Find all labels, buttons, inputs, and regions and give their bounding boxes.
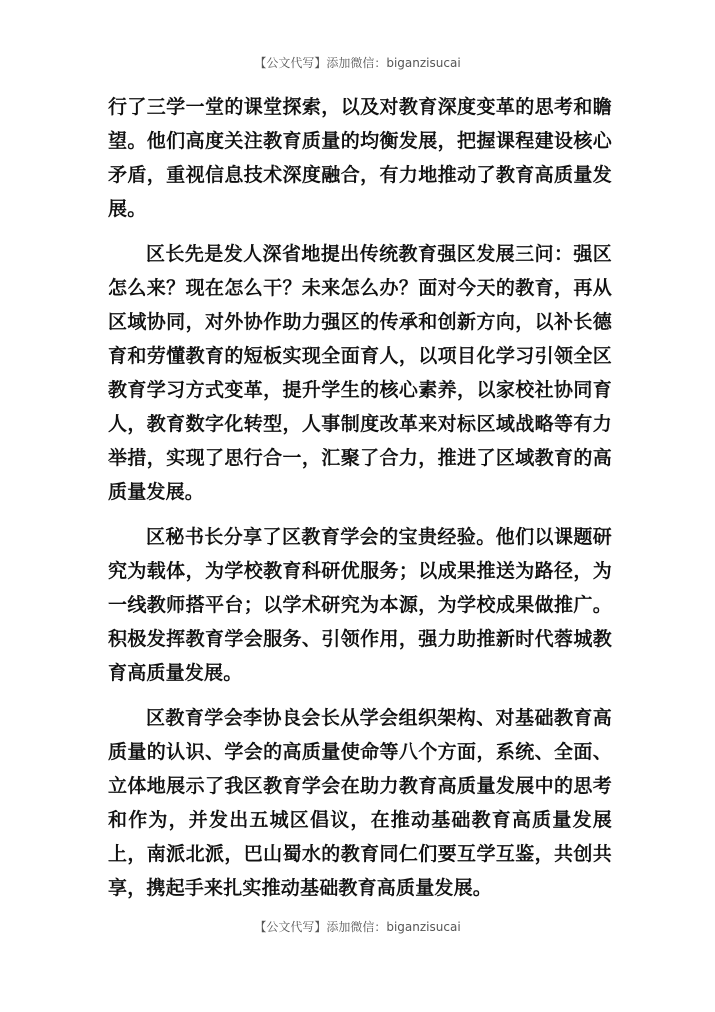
paragraph: 行了三学一堂的课堂探索，以及对教育深度变革的思考和瞻望。他们高度关注教育质量的均衡发展，把握课程建设核心矛盾，重视信息技术深度融合，有力地推动了教育高质量发展。 (108, 96, 612, 220)
paragraph: 区长先是发人深省地提出传统教育强区发展三问：强区怎么来？现在怎么干？未来怎么办？面对今天的教育，再从区域协同，对外协作助力强区的传承和创新方向，以补长德育和劳懂教育的短板实现全面育人，以项目化学习引领全区教育学习方式变革，提升学生的核心素养，以家校社协同育人，教育数字化转型，人事制度改革来对标区域战略等有力举措，实现了思行合一，汇聚了合力，推进了区域教育的高质量发展。 (108, 243, 612, 503)
page-header: 【公文代写】添加微信：biganzisucai (254, 56, 461, 70)
document-body (108, 90, 612, 916)
paragraph: 区秘书长分享了区教育学会的宝贵经验。他们以课题研究为载体，为学校教育科研优服务；以成果推送为路径，为一线教师搭平台；以学术研究为本源，为学校成果做推广。积极发挥教育学会服务、引领作用，强力助推新时代蓉城教育高质量发展。 (108, 526, 612, 684)
paragraph: 区教育学会李协良会长从学会组织架构、对基础教育高质量的认识、学会的高质量使命等八个方面，系统、全面、立体地展示了我区教育学会在助力教育高质量发展中的思考和作为，并发出五城区倡议，在推动基础教育高质量发展上，南派北派，巴山蜀水的教育同仁们要互学互鉴，共创共享，携起手来扎实推动基础教育高质量发展。 (108, 707, 612, 899)
page-footer: 【公文代写】添加微信：biganzisucai (254, 920, 461, 934)
